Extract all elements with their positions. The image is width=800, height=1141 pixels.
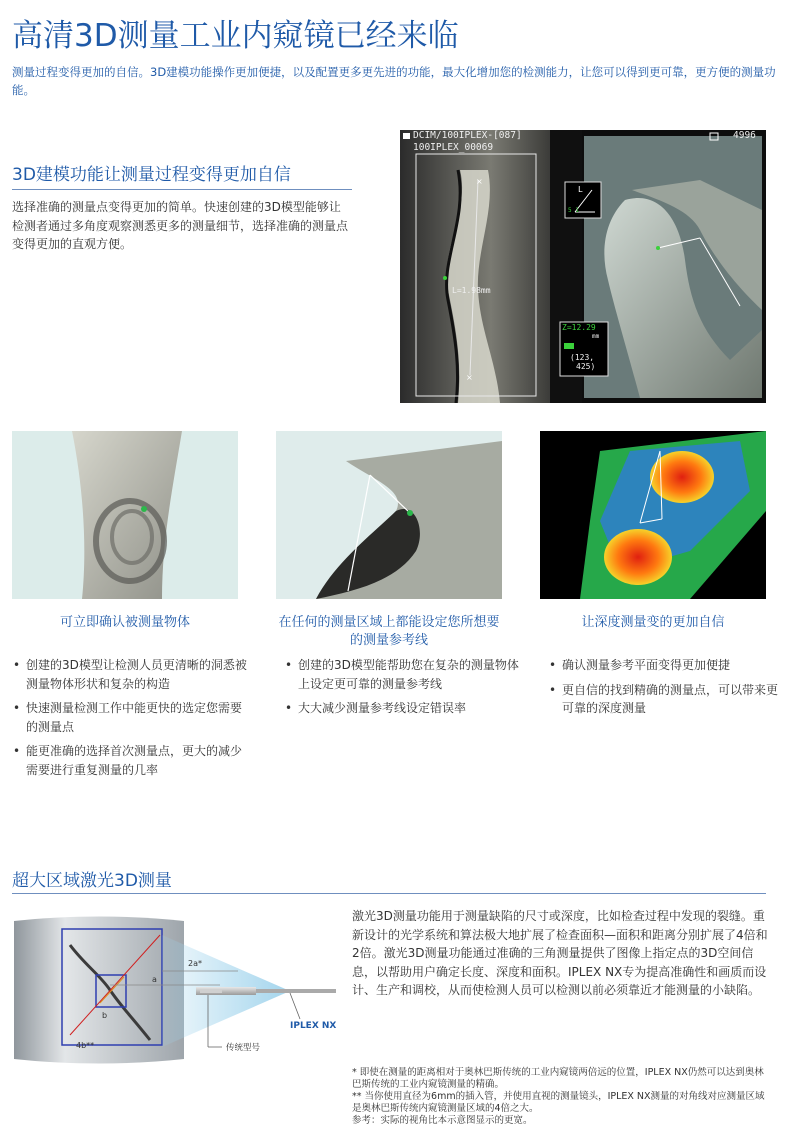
- screen-length-label: L=1.98mm: [452, 286, 491, 295]
- list-item: • 快速测量检测工作中能更快的选定您需要的测量点: [12, 699, 250, 736]
- diagram-label-b: b: [102, 1011, 108, 1020]
- list-item: • 大大减少测量参考线设定错误率: [284, 699, 524, 718]
- section2-title: 超大区域激光3D测量: [12, 871, 172, 891]
- section2-body: 激光3D测量功能用于测量缺陷的尺寸或深度，比如检查过程中发现的裂缝。重新设计的光学系统和算法极大地扩展了检查面积—面积和距离分别扩展了4倍和2倍。激光3D测量功能通过准确的三角测量提供了图像上指定点的3D空间信息，以帮助用户确定长度、深度和面积。IPLEX NX专为提高准确性和画质而设计、生产和调校，从而使检测人员可以检测以前必须靠近才能测量的小缺陷。: [352, 909, 768, 997]
- section1-divider: [12, 189, 352, 190]
- list-item: • 创建的3D模型能帮助您在复杂的测量物体上设定更可靠的测量参考线: [284, 656, 524, 693]
- list-item: • 确认测量参考平面变得更加便捷: [548, 656, 778, 675]
- list-item: • 能更准确的选择首次测量点，更大的减少需要进行重复测量的几率: [12, 742, 250, 779]
- footnotes: [352, 1067, 772, 1127]
- page-title: 高清3D测量工业内窥镜已经来临: [12, 18, 459, 54]
- diagram-label-2a: 2a*: [188, 959, 202, 968]
- svg-text:×: ×: [466, 373, 473, 382]
- diagram-product-label: IPLEX NX: [290, 1021, 337, 1031]
- model-shape-image: [12, 431, 238, 599]
- diagram-legacy-label: 传统型号: [226, 1043, 261, 1053]
- screen-coords-line1: (123,: [570, 353, 595, 362]
- diagram-label-a: a: [152, 975, 157, 984]
- feature1-bullets: [12, 656, 250, 785]
- screen-counter: 4996: [733, 130, 756, 141]
- screen-angle-sub: 5 1: [568, 207, 579, 214]
- section1-title: 3D建模功能让测量过程变得更加自信: [12, 165, 291, 185]
- feature1-title: 可立即确认被测量物体: [59, 615, 190, 630]
- feature2-bullets: [284, 656, 524, 724]
- measurement-screen-image: [400, 130, 766, 403]
- feature3-title: 让深度测量变的更加自信: [581, 615, 725, 630]
- intro-text: 测量过程变得更加的自信。3D建模功能操作更加便捷，以及配置更多更先进的功能，最大化增加您的检测能力，让您可以得到更可靠，更方便的测量功能。: [12, 65, 776, 97]
- footnote-3: 参考：实际的视角比本示意图显示的更宽。: [352, 1115, 533, 1126]
- diagram-label-4b: 4b**: [76, 1041, 95, 1050]
- section2-divider: [12, 893, 766, 894]
- feature3-bullets: [548, 656, 778, 724]
- svg-text:×: ×: [476, 177, 483, 186]
- laser-measurement-diagram: [10, 915, 350, 1065]
- depth-map-image: [540, 431, 766, 599]
- footnote-2: ** 当你使用直径为6mm的插入管，并使用直视的测量镜头，IPLEX NX测量的对角线对应测量区域是奥林巴斯传统内窥镜测量区域的4倍之大。: [352, 1091, 765, 1114]
- screen-z-unit: mm: [592, 333, 600, 340]
- reference-line-image: [276, 431, 502, 599]
- footnote-1: * 即使在测量的距离相对于奥林巴斯传统的工业内窥镜两倍远的位置，IPLEX NX仍然可以达到奥林巴斯传统的工业内窥镜测量的精确。: [352, 1067, 764, 1090]
- screen-file-label: 100IPLEX_00069: [413, 142, 494, 153]
- list-item: • 创建的3D模型让检测人员更清晰的洞悉被测量物体形状和复杂的构造: [12, 656, 250, 693]
- list-item: • 更自信的找到精确的测量点，可以带来更可靠的深度测量: [548, 681, 778, 718]
- screen-angle-label: L: [578, 185, 583, 194]
- screen-z-label: Z=12.29: [562, 323, 596, 332]
- screen-coords-line2: 425): [576, 362, 596, 371]
- section1-body: 选择准确的测量点变得更加的简单。快速创建的3D模型能够让检测者通过多角度观察测悉更多的测量细节，选择准确的测量点变得更加的直观方便。: [12, 200, 349, 251]
- feature2-title: 在任何的测量区域上都能设定您所想要的测量参考线: [278, 615, 500, 648]
- screen-path-label: DCIM/100IPLEX-[087]: [413, 130, 522, 141]
